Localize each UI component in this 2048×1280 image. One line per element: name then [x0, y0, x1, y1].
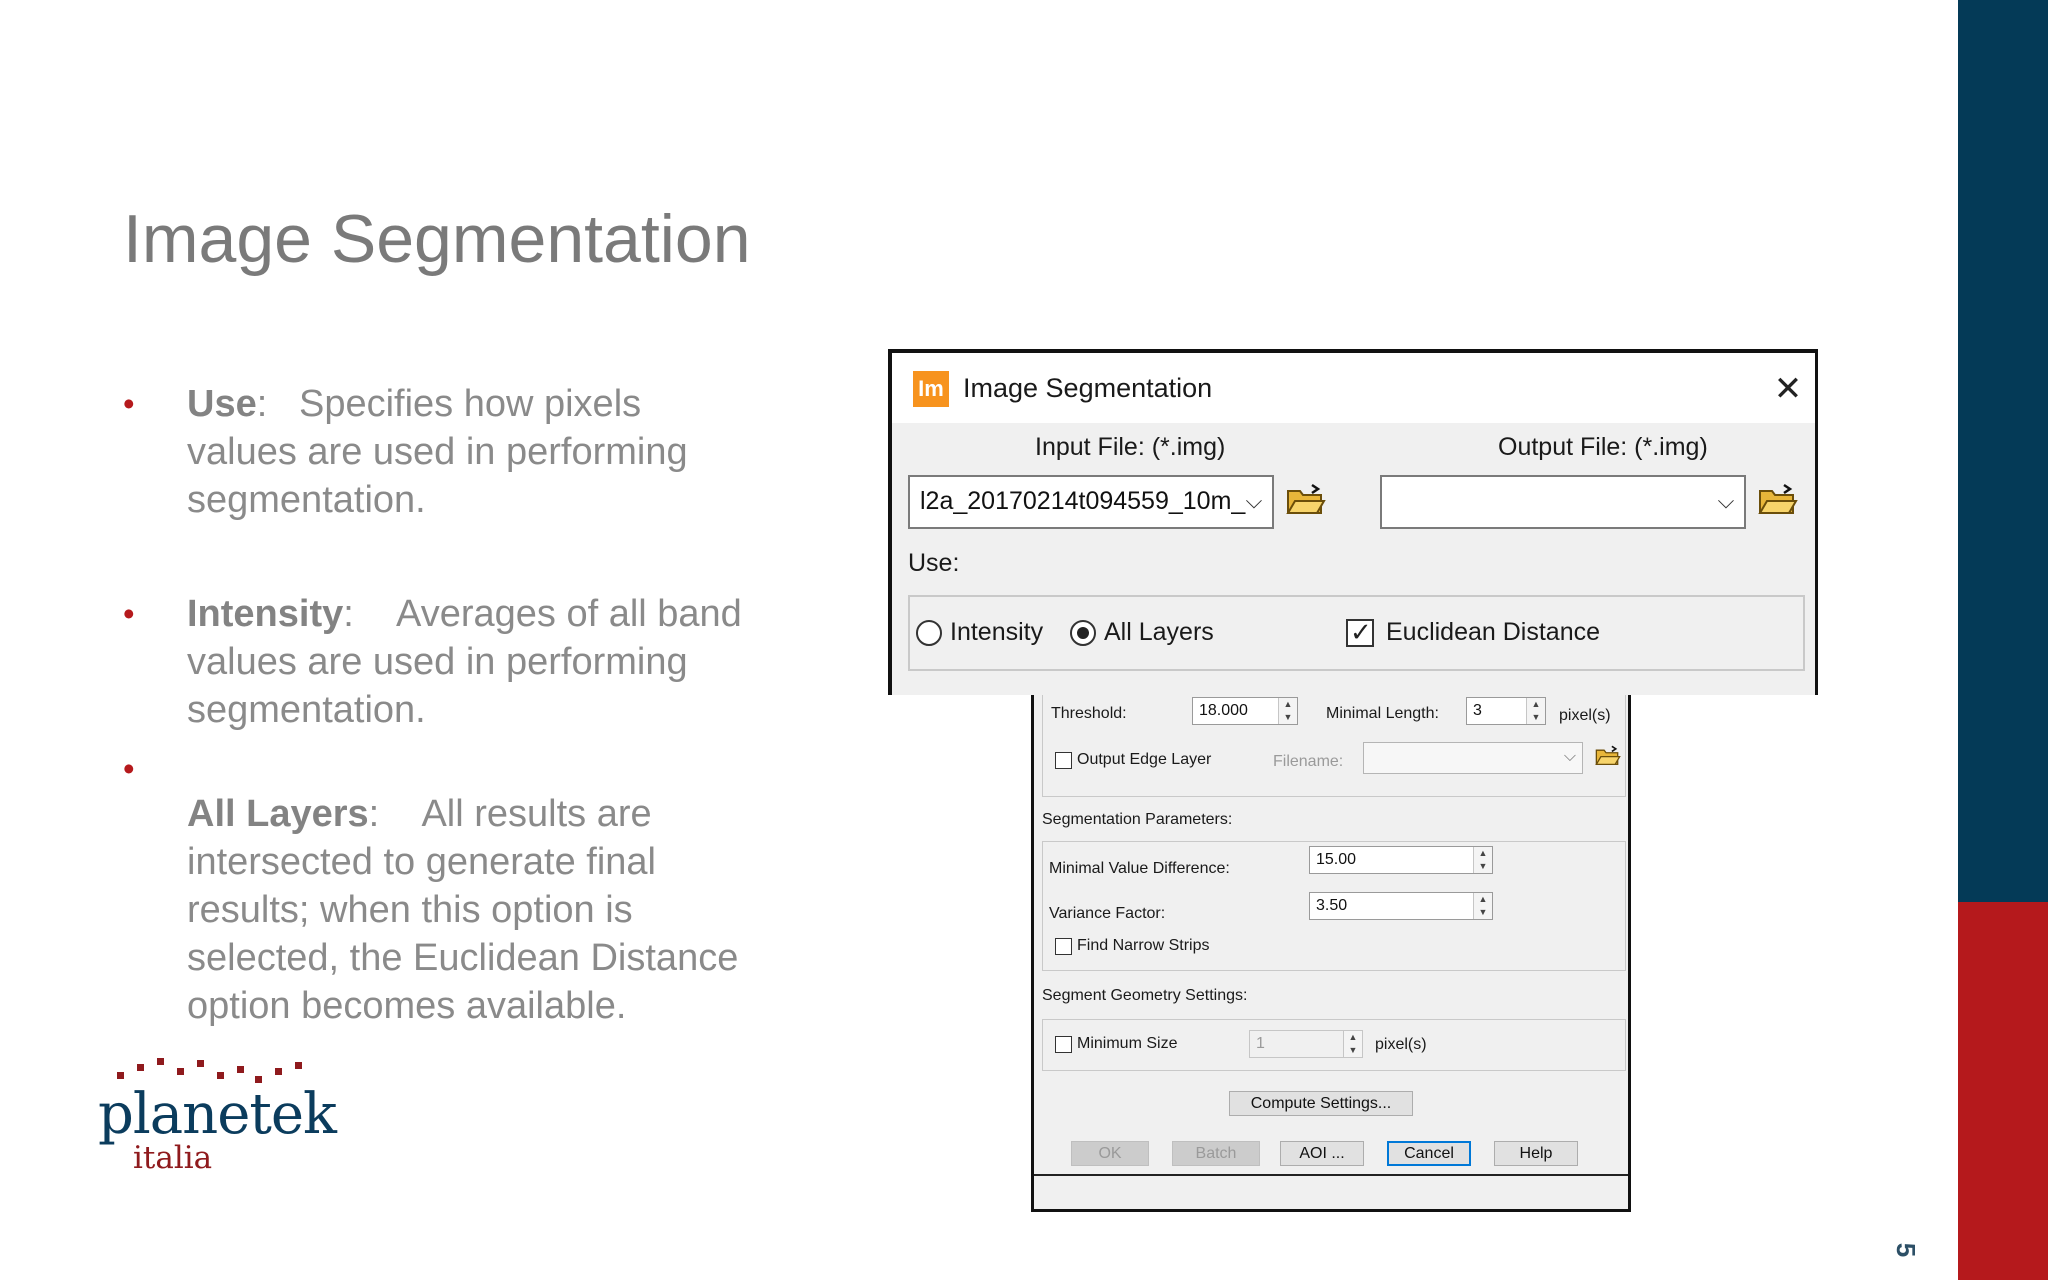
minimum-size-checkbox[interactable] [1055, 1036, 1072, 1053]
radio-selected-dot [1077, 627, 1089, 639]
threshold-label: Threshold: [1051, 705, 1127, 722]
spin-down-icon[interactable]: ▼ [1343, 1044, 1362, 1057]
close-icon[interactable]: ✕ [1773, 370, 1803, 408]
input-file-value: l2a_20170214t094559_10m_ [920, 487, 1246, 515]
filename-label: Filename: [1273, 753, 1344, 770]
bullet-term: Intensity [187, 593, 344, 635]
dialog-title: Image Segmentation [963, 373, 1213, 403]
input-file-label: Input File: (*.img) [1035, 433, 1226, 461]
compute-settings-button[interactable]: Compute Settings... [1229, 1091, 1413, 1116]
spin-up-icon[interactable]: ▲ [1473, 847, 1492, 860]
variance-factor-value: 3.50 [1316, 897, 1348, 914]
spin-down-icon[interactable]: ▼ [1526, 711, 1545, 724]
bullet-sep: : [256, 383, 268, 425]
radio-intensity[interactable] [916, 620, 942, 646]
bullet-text: Averages of all band values are used in performing segmentation. [187, 593, 742, 731]
help-button[interactable]: Help [1494, 1141, 1578, 1166]
threshold-spinner[interactable] [1192, 697, 1298, 725]
batch-button[interactable]: Batch [1172, 1141, 1260, 1166]
logo-wordmark: planetek [98, 1082, 336, 1147]
edge-settings-group [1042, 695, 1626, 797]
spin-down-icon[interactable]: ▼ [1278, 711, 1297, 724]
bullet-term: Use [187, 383, 257, 425]
spin-up-icon[interactable]: ▲ [1278, 698, 1297, 711]
geometry-settings-label: Segment Geometry Settings: [1042, 987, 1248, 1004]
threshold-value: 18.000 [1199, 702, 1248, 719]
ok-button[interactable]: OK [1071, 1141, 1149, 1166]
segmentation-params-group [1042, 841, 1626, 971]
dialog-titlebar [892, 353, 1818, 423]
euclidean-label: Euclidean Distance [1386, 618, 1601, 646]
bullet-term: All Layers [187, 793, 369, 835]
open-folder-icon[interactable] [1758, 483, 1798, 517]
checkmark-icon: ✓ [1350, 617, 1372, 647]
spin-up-icon[interactable]: ▲ [1473, 893, 1492, 906]
geometry-settings-group [1042, 1019, 1626, 1071]
side-bar-red [1958, 902, 2048, 1280]
bullet-intensity [187, 590, 747, 734]
output-edge-layer-label: Output Edge Layer [1077, 751, 1212, 768]
app-icon: Im [913, 371, 949, 407]
edge-filename-combo[interactable] [1363, 742, 1583, 774]
output-file-label: Output File: (*.img) [1498, 433, 1708, 461]
bullet-marker: • [123, 750, 135, 787]
bullet-sep: : [343, 593, 354, 635]
bullet-marker: • [123, 595, 135, 632]
chevron-down-icon[interactable]: ⌵ [1563, 748, 1576, 765]
euclidean-checkbox[interactable] [1346, 619, 1374, 647]
use-label: Use: [908, 549, 960, 577]
find-narrow-strips-label: Find Narrow Strips [1077, 937, 1210, 954]
bullet-all-layers [187, 790, 747, 1030]
spin-down-icon[interactable]: ▼ [1473, 860, 1492, 873]
minimal-length-value: 3 [1473, 702, 1482, 719]
page-number: 5 [1891, 1242, 1921, 1258]
intensity-label: Intensity [950, 618, 1044, 646]
all-layers-label: All Layers [1104, 618, 1214, 646]
segmentation-params-label: Segmentation Parameters: [1042, 811, 1233, 828]
spin-up-icon[interactable]: ▲ [1526, 698, 1545, 711]
find-narrow-strips-checkbox[interactable] [1055, 938, 1072, 955]
chevron-down-icon[interactable]: ⌵ [1245, 488, 1263, 513]
dialog-footer-divider [1034, 1174, 1628, 1176]
use-options-group [908, 595, 1805, 671]
input-file-combo[interactable] [908, 475, 1274, 529]
aoi-button[interactable]: AOI ... [1280, 1141, 1364, 1166]
bullet-use [187, 380, 747, 524]
logo-subtitle: italia [133, 1140, 213, 1176]
variance-factor-spinner[interactable] [1309, 892, 1493, 920]
bullet-marker: • [123, 385, 135, 422]
spin-down-icon[interactable]: ▼ [1473, 906, 1492, 919]
bullet-text: All results are intersected to generate final results; when this option is selected, the Euclidean Distance option becomes available. [187, 793, 739, 1027]
chevron-down-icon[interactable]: ⌵ [1717, 488, 1735, 513]
radio-all-layers[interactable] [1070, 620, 1096, 646]
min-value-diff-spinner[interactable] [1309, 846, 1493, 874]
segmentation-dialog-main [888, 349, 1818, 695]
cancel-button[interactable]: Cancel [1387, 1141, 1471, 1166]
minimum-size-value: 1 [1256, 1035, 1265, 1052]
min-value-diff-label: Minimal Value Difference: [1049, 860, 1230, 877]
open-folder-icon[interactable] [1595, 745, 1621, 767]
pixels-unit-label: pixel(s) [1375, 1036, 1427, 1053]
minimal-length-label: Minimal Length: [1326, 705, 1439, 722]
slide-title: Image Segmentation [123, 201, 751, 277]
pixels-unit-label: pixel(s) [1559, 707, 1611, 724]
min-value-diff-value: 15.00 [1316, 851, 1357, 868]
side-bar-blue [1958, 0, 2048, 902]
output-edge-layer-checkbox[interactable] [1055, 752, 1072, 769]
spin-up-icon[interactable]: ▲ [1343, 1031, 1362, 1044]
bullet-sep: : [368, 793, 380, 835]
output-file-combo[interactable] [1380, 475, 1746, 529]
bullet-text: Specifies how pixels values are used in performing segmentation. [187, 383, 688, 521]
minimal-length-spinner[interactable] [1466, 697, 1546, 725]
open-folder-icon[interactable] [1286, 483, 1326, 517]
segmentation-dialog-detail [1031, 695, 1631, 1212]
variance-factor-label: Variance Factor: [1049, 905, 1166, 922]
minimum-size-spinner[interactable] [1249, 1030, 1363, 1058]
minimum-size-label: Minimum Size [1077, 1035, 1178, 1052]
